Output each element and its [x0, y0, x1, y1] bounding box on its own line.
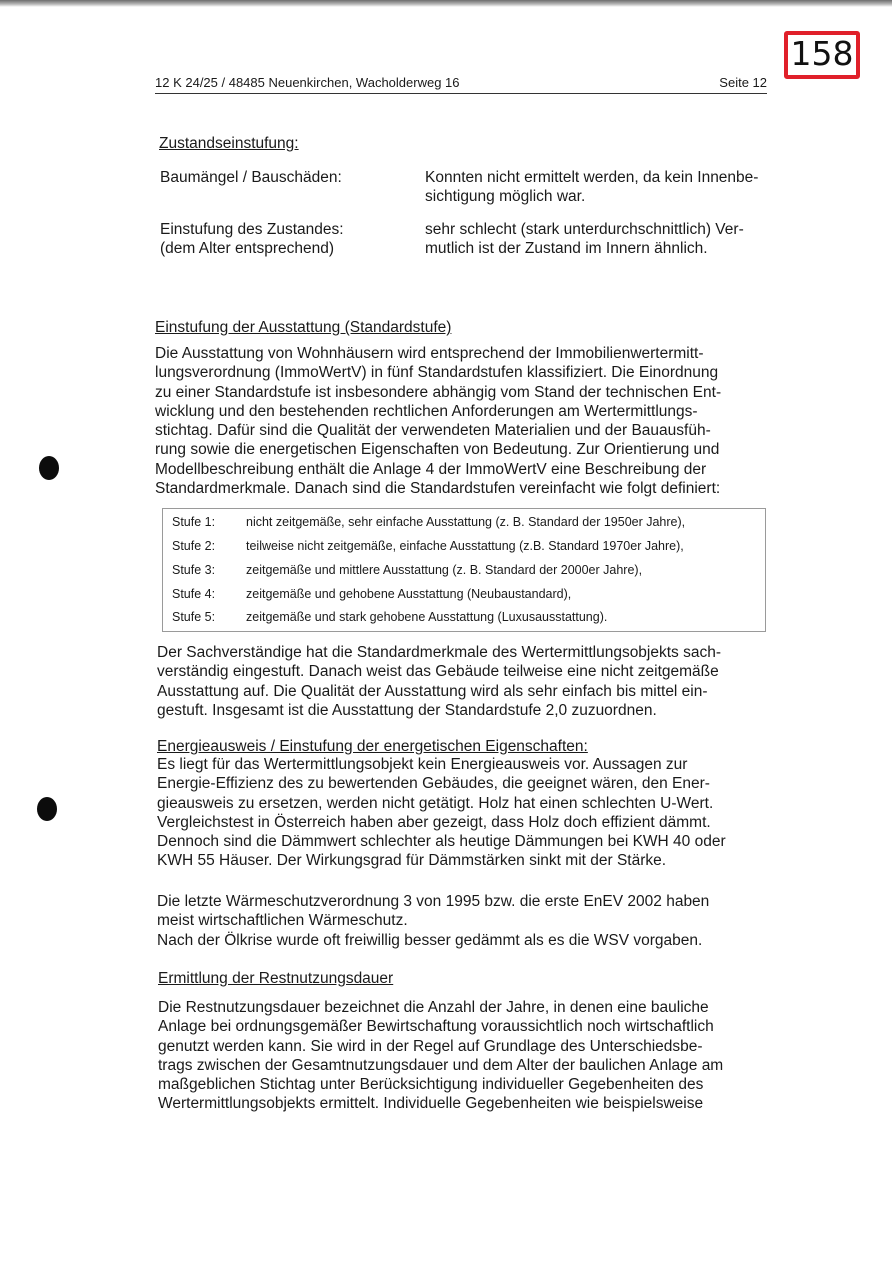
page-number-stamp: 158 [784, 31, 860, 79]
zustand-label-1: Baumängel / Bauschäden: [160, 169, 342, 186]
table-row [163, 539, 765, 559]
scan-edge [0, 0, 892, 7]
stufe-label: Stufe 1: [172, 515, 216, 529]
stufe-description: zeitgemäße und mittlere Ausstattung (z. B. Standard der 2000er Jahre), [246, 563, 643, 577]
energie-paragraph: Es liegt für das Wertermittlungsobjekt kein Energieausweis vor. Aussagen zur Energie-Effizienz des zu bewertenden Gebäudes, die geeignet wären, den Ener- gieausweis zu ersetzen, werden nicht getätigt. Holz hat einen schlechten U-Wert. Vergleichstest in Österreich haben aber gezeigt, dass Holz doch effizient dämmt. Dennoch sind die Dämmwert schlechter als heutige Dämmungen bei KWH 40 oder KWH 55 Häuser. Der Wirkungsgrad für Dämmstärken sinkt mit der Stärke. [157, 756, 726, 870]
ausstattung-paragraph: Die Ausstattung von Wohnhäusern wird entsprechend der Immobilienwertermitt- lungsverordnung (ImmoWertV) in fünf Standardstufen klassifiziert. Die Einordnung zu einer Standardstufe ist insbesondere abhängig vom Stand der technischen Ent- wicklung und den bestehenden rechtlichen Anforderungen am Wertermittlungs- stichtag. Dafür sind die Qualität der verwendeten Materialien und der Bauausfüh- rung sowie die energetischen Eigenschaften von Bedeutung. Zur Orientierung und Modellbeschreibung enthält die Anlage 4 der ImmoWertV eine Beschreibung der Standardmerkmale. Danach sind die Standardstufen vereinfacht wie folgt definiert: [155, 345, 722, 498]
standardstufen-table [162, 508, 766, 632]
table-row [163, 610, 765, 630]
case-reference: 12 K 24/25 / 48485 Neuenkirchen, Wacholderweg 16 [155, 75, 460, 90]
stufe-description: teilweise nicht zeitgemäße, einfache Ausstattung (z.B. Standard 1970er Jahre), [246, 539, 684, 553]
page-label: Seite 12 [719, 75, 767, 90]
ausstattung-conclusion: Der Sachverständige hat die Standardmerkmale des Wertermittlungsobjekts sach- verständig eingestuft. Danach weist das Gebäude teilweise eine nicht zeitgemäße Ausstattung auf. Die Qualität der Ausstattung wird als sehr einfach bis mittel ein- gestuft. Insgesamt ist die Ausstattung der Standardstufe 2,0 zuzuordnen. [157, 644, 722, 719]
table-row [163, 515, 765, 535]
punch-hole [37, 797, 57, 821]
zustand-value-1: Konnten nicht ermittelt werden, da kein Innenbe- sichtigung möglich war. [425, 169, 759, 206]
zustand-value-2: sehr schlecht (stark unterdurchschnittlich) Ver- mutlich ist der Zustand im Innern ähnlich. [425, 221, 744, 258]
stufe-label: Stufe 3: [172, 563, 216, 577]
zustand-heading: Zustandseinstufung: [159, 135, 299, 152]
stufe-label: Stufe 4: [172, 587, 216, 601]
stufe-description: zeitgemäße und stark gehobene Ausstattung (Luxusausstattung). [246, 610, 608, 624]
energie-paragraph-2: Die letzte Wärmeschutzverordnung 3 von 1995 bzw. die erste EnEV 2002 haben meist wirtschaftlichen Wärmeschutz. Nach der Ölkrise wurde oft freiwillig besser gedämmt als es die WSV vorgaben. [157, 893, 710, 949]
ausstattung-heading: Einstufung der Ausstattung (Standardstufe) [155, 319, 452, 336]
stufe-description: zeitgemäße und gehobene Ausstattung (Neubaustandard), [246, 587, 572, 601]
restnutzung-heading: Ermittlung der Restnutzungsdauer [158, 970, 394, 987]
punch-hole [39, 456, 59, 480]
table-row [163, 563, 765, 583]
stufe-label: Stufe 2: [172, 539, 216, 553]
energie-heading: Energieausweis / Einstufung der energetischen Eigenschaften: [157, 738, 588, 755]
zustand-label-2: Einstufung des Zustandes: (dem Alter entsprechend) [160, 221, 344, 258]
restnutzung-paragraph: Die Restnutzungsdauer bezeichnet die Anzahl der Jahre, in denen eine bauliche Anlage bei ordnungsgemäßer Bewirtschaftung voraussichtlich noch wirtschaftlich genutzt werden kann. Sie wird in der Regel auf Grundlage des Unterschiedsbe- trags zwischen der Gesamtnutzungsdauer und dem Alter der baulichen Anlage am maßgeblichen Stichtag unter Berücksichtigung individueller Gegebenheiten des Wertermittlungsobjekts ermittelt. Individuelle Gegebenheiten wie beispielsweise [158, 999, 724, 1113]
stufe-label: Stufe 5: [172, 610, 216, 624]
table-row [163, 587, 765, 607]
page-header [155, 75, 767, 94]
stufe-description: nicht zeitgemäße, sehr einfache Ausstattung (z. B. Standard der 1950er Jahre), [246, 515, 686, 529]
